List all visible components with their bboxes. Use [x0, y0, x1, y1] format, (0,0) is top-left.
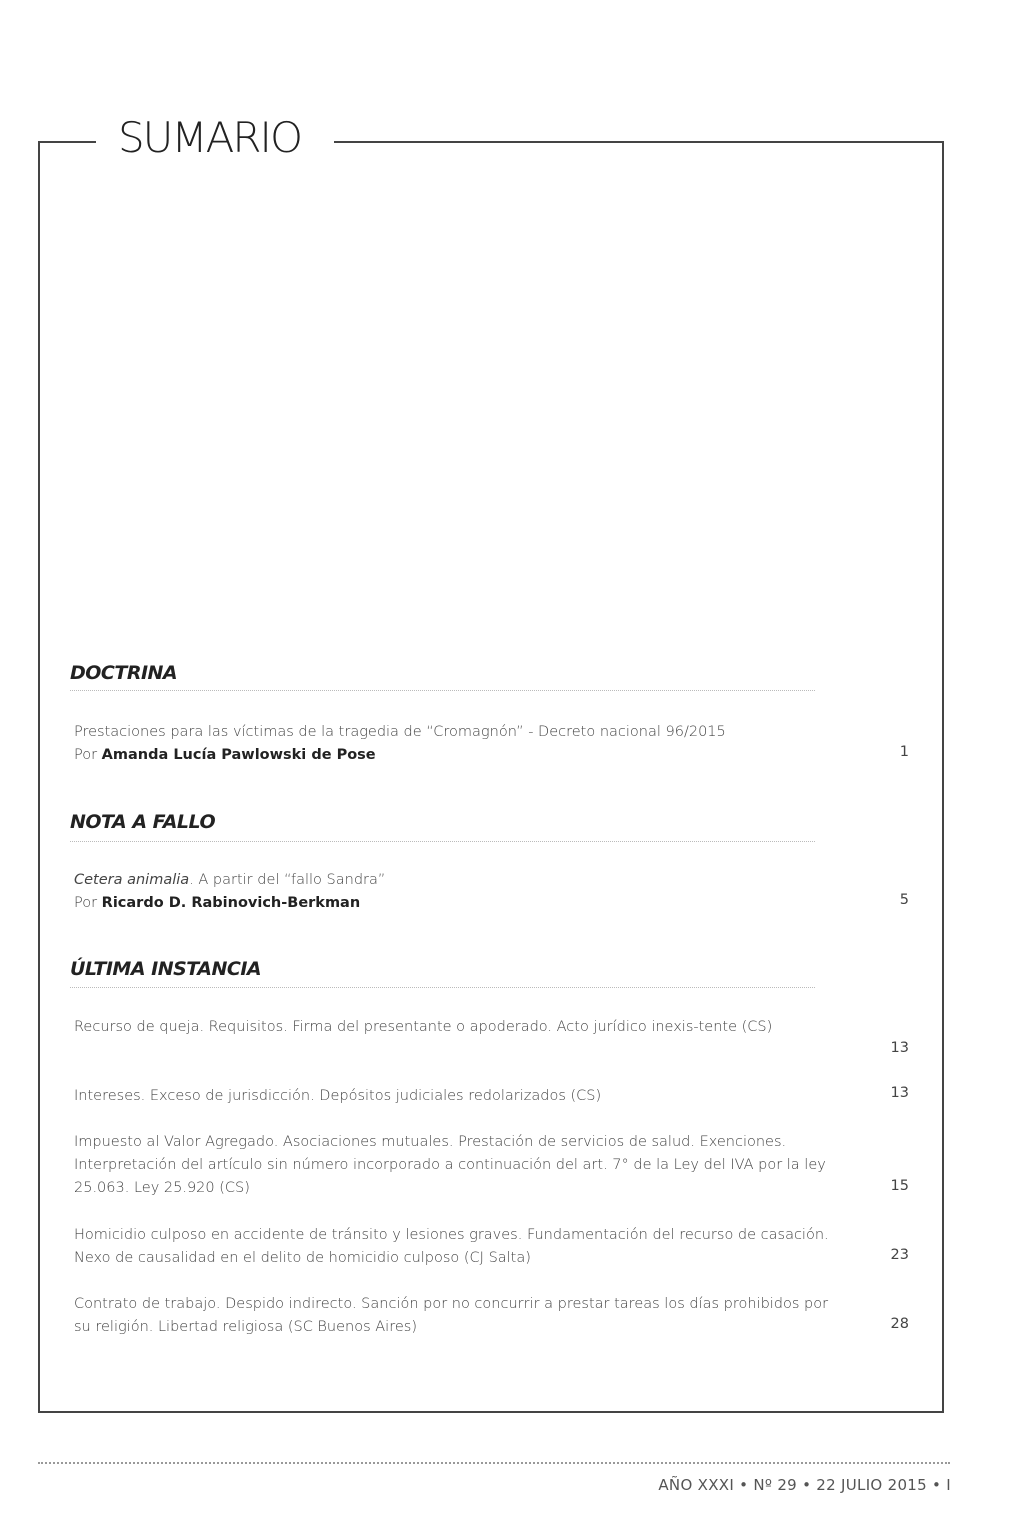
- entry-title: Prestaciones para las víctimas de la tragedia de “Cromagnón” - Decreto nacional 96/2015: [74, 724, 726, 740]
- section-rule: [70, 987, 815, 988]
- toc-entry[interactable]: [74, 1293, 834, 1339]
- entry-title: Contrato de trabajo. Despido indirecto. Sanción por no concurrir a prestar tareas los días prohibidos por su religión. Libertad religiosa (SC Buenos Aires): [74, 1296, 829, 1335]
- entry-author: Ricardo D. Rabinovich-Berkman: [101, 895, 361, 911]
- entry-author: Amanda Lucía Pawlowski de Pose: [101, 747, 376, 763]
- page-number: 13: [890, 1085, 909, 1101]
- toc-entry[interactable]: [74, 869, 834, 915]
- page-number: 15: [890, 1178, 909, 1194]
- page-number: 5: [899, 892, 909, 908]
- entry-title: Impuesto al Valor Agregado. Asociaciones mutuales. Prestación de servicios de salud. Exenciones. Interpretación del artículo sin número incorporado a continuación del art. 7° de la Ley del IVA por la ley 25.063. Ley 25.920 (CS): [74, 1134, 826, 1196]
- entry-title: . A partir del “fallo Sandra”: [189, 872, 386, 888]
- page-number: 28: [890, 1316, 909, 1332]
- entry-title-latin: Cetera animalia: [74, 872, 190, 888]
- toc-entry[interactable]: [74, 1085, 834, 1108]
- toc-entry[interactable]: [74, 1224, 834, 1270]
- page-number: 13: [890, 1040, 909, 1056]
- entry-title: Intereses. Exceso de jurisdicción. Depósitos judiciales redolarizados (CS): [74, 1088, 602, 1104]
- toc-entry[interactable]: [74, 1016, 834, 1039]
- page-title: SUMARIO: [118, 113, 301, 162]
- author-prefix: Por: [74, 747, 102, 763]
- entry-title: Homicidio culposo en accidente de tránsito y lesiones graves. Fundamentación del recurso de casación. Nexo de causalidad en el delito de homicidio culposo (CJ Salta): [74, 1227, 829, 1266]
- section-rule: [70, 841, 815, 842]
- footer-rule: [38, 1462, 950, 1464]
- summary-frame: [38, 141, 944, 1413]
- toc-entry[interactable]: [74, 721, 834, 767]
- section-heading-nota-a-fallo: NOTA A FALLO: [70, 811, 216, 833]
- toc-entry[interactable]: [74, 1131, 834, 1200]
- section-heading-doctrina: DOCTRINA: [70, 662, 178, 684]
- page-number: 1: [899, 744, 909, 760]
- author-prefix: Por: [74, 895, 102, 911]
- section-heading-ultima-instancia: ÚLTIMA INSTANCIA: [70, 958, 262, 980]
- issue-footer: AÑO XXXI • Nº 29 • 22 JULIO 2015 • I: [658, 1476, 951, 1494]
- entry-title: Recurso de queja. Requisitos. Firma del presentante o apoderado. Acto jurídico inexis-tente (CS): [74, 1019, 773, 1035]
- section-rule: [70, 690, 815, 691]
- page-number: 23: [890, 1247, 909, 1263]
